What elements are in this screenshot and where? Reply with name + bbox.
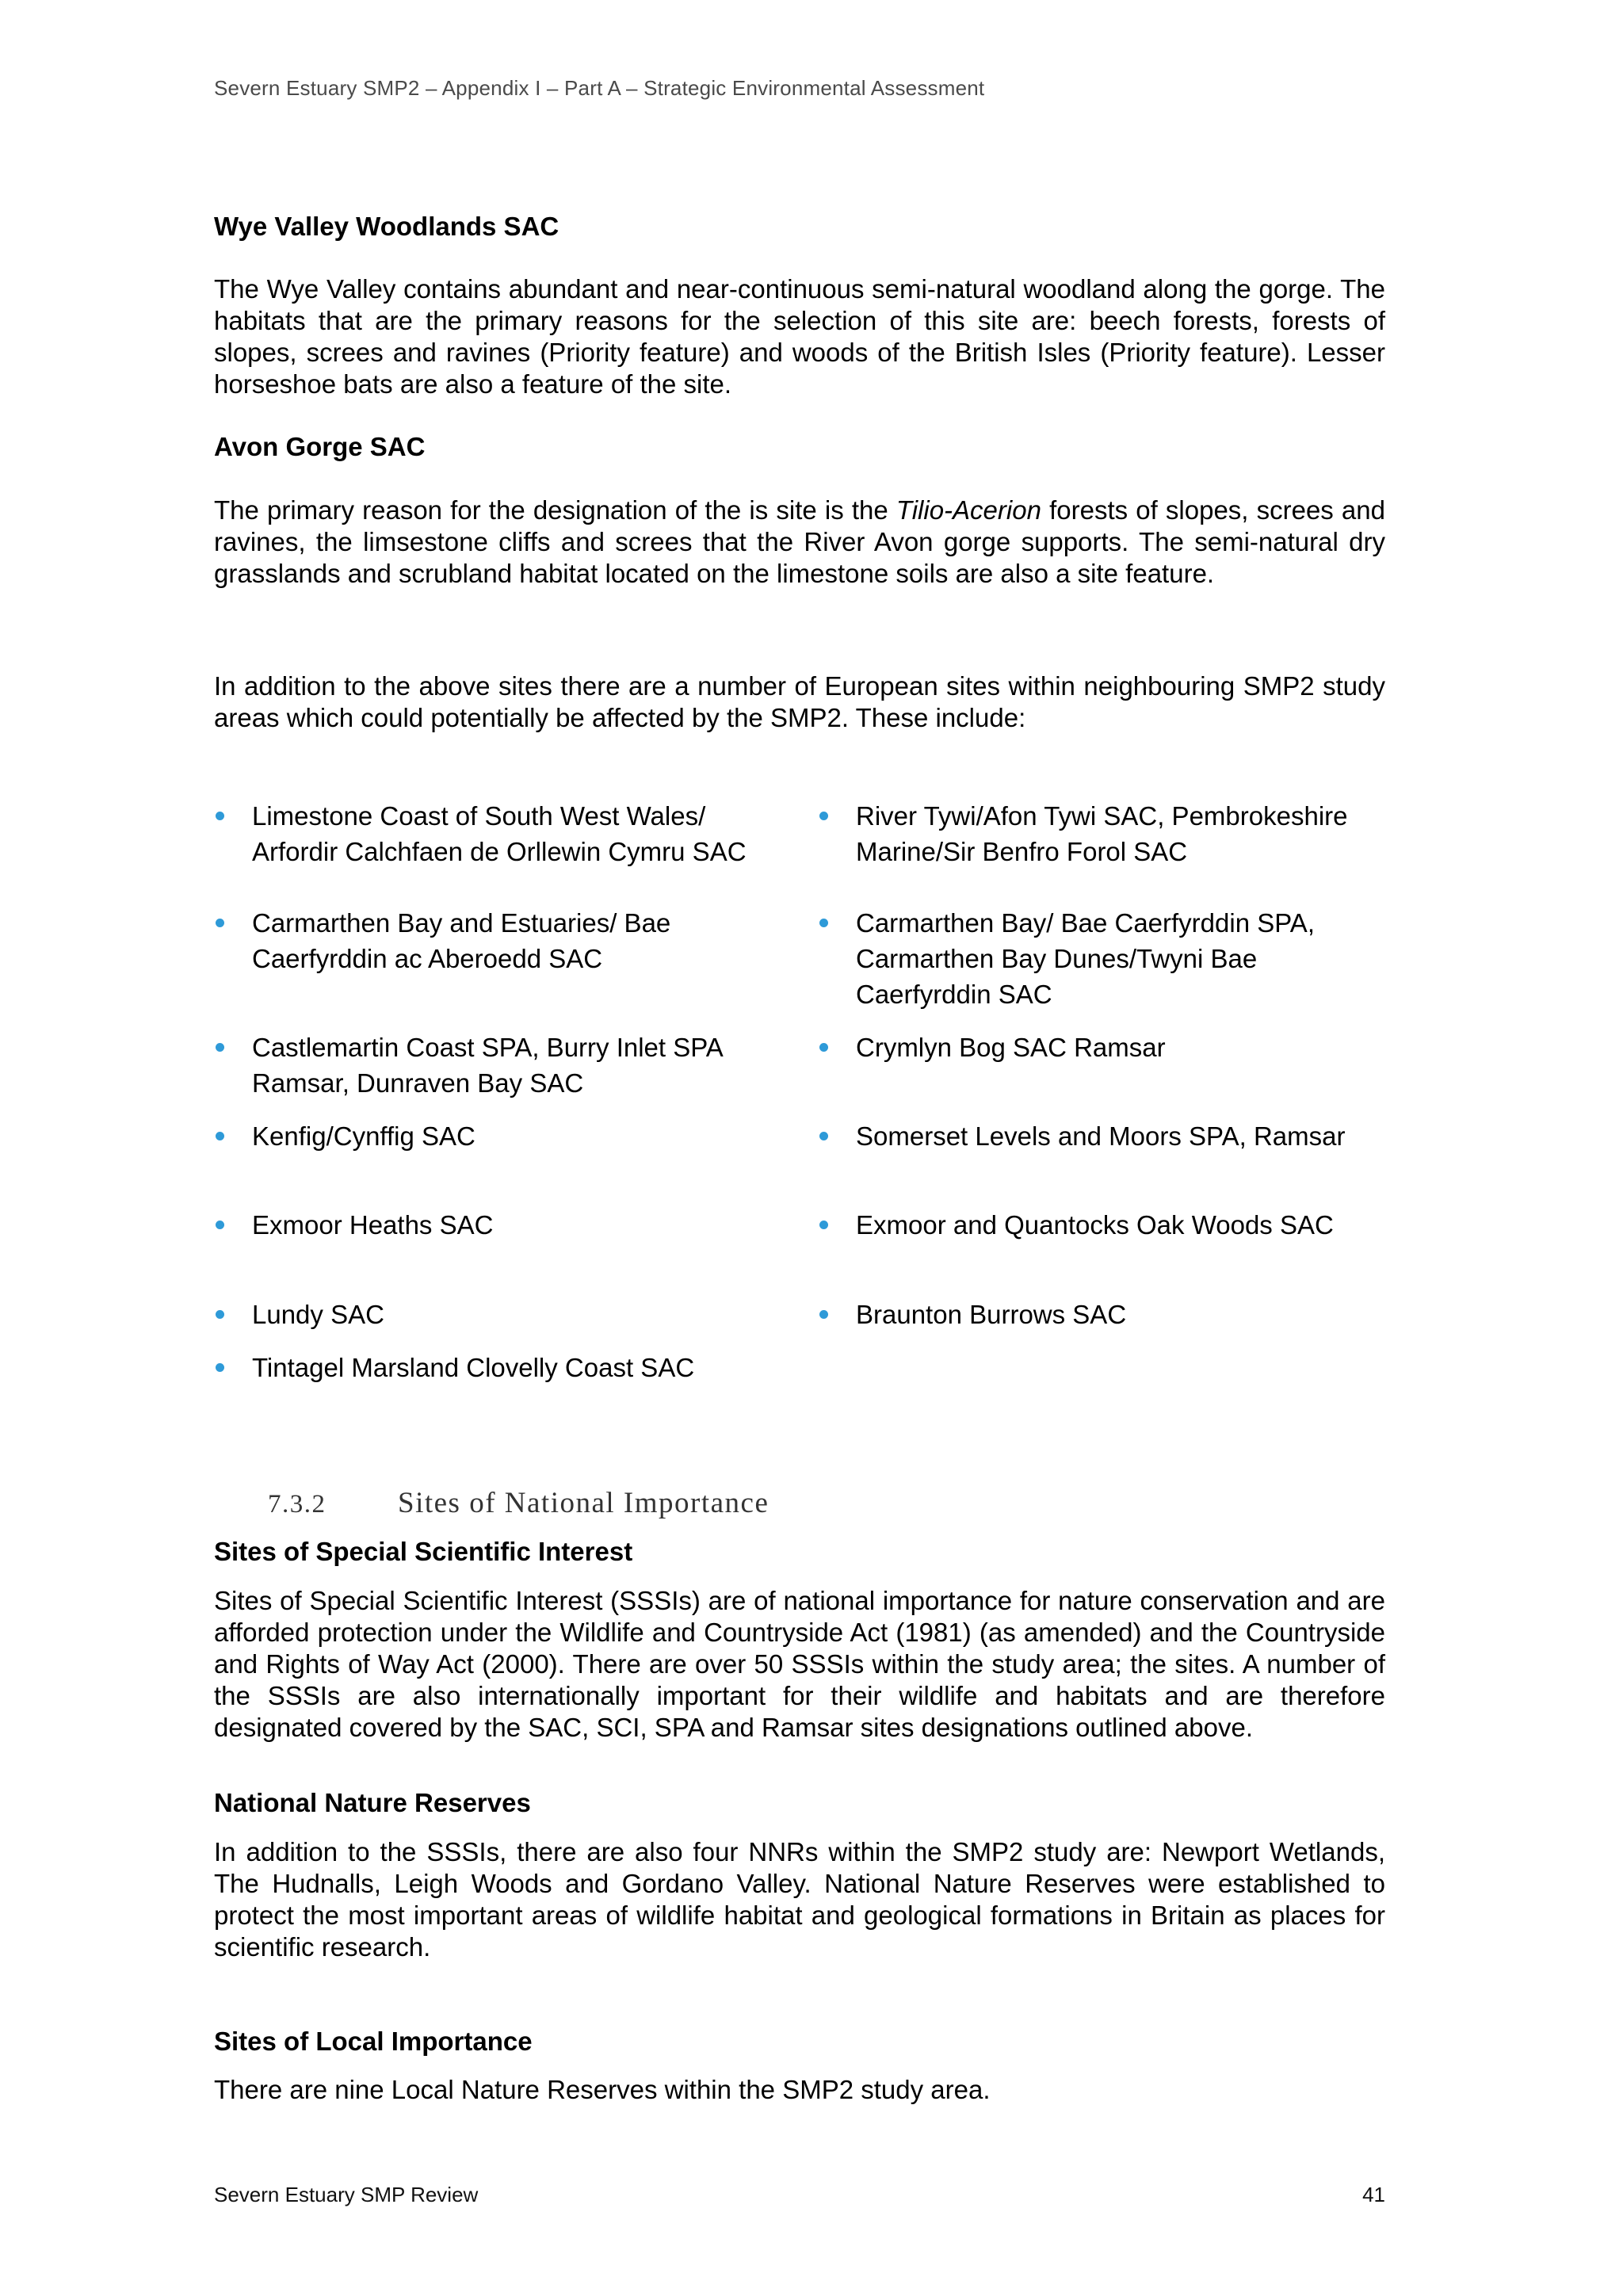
bullet-icon <box>819 1132 828 1140</box>
site-name: Tintagel Marsland Clovelly Coast SAC <box>252 1353 695 1382</box>
bullet-icon <box>216 812 224 820</box>
wye-valley-heading: Wye Valley Woodlands SAC <box>214 212 559 241</box>
bullet-icon <box>819 919 828 927</box>
bullet-icon <box>216 1043 224 1052</box>
bullet-icon <box>819 1310 828 1319</box>
neighbouring-sites-intro: In addition to the above sites there are a number of European sites within neighbouring SMP2 study areas which could potentially be affected by the SMP2. These include: <box>214 671 1385 732</box>
site-name: Somerset Levels and Moors SPA, Ramsar <box>856 1121 1346 1151</box>
site-name: Kenfig/Cynffig SAC <box>252 1121 475 1151</box>
list-item <box>818 1030 1385 1118</box>
list-item <box>818 798 1385 905</box>
list-item <box>214 905 785 1030</box>
footer-title: Severn Estuary SMP Review <box>214 2183 479 2206</box>
list-item <box>818 1297 1385 1350</box>
bullet-icon <box>216 1132 224 1140</box>
site-name: Castlemartin Coast SPA, Burry Inlet SPA Ramsar, Dunraven Bay SAC <box>252 1033 723 1098</box>
bullet-icon <box>216 1310 224 1319</box>
list-item <box>214 1297 785 1350</box>
nnr-body: In addition to the SSSIs, there are also four NNRs within the SMP2 study are: Newport Wetlands, The Hudnalls, Leigh Woods and Gordano Valley. National Nature Reserves were established to protect the most important areas of wildlife habitat and geological formations in Britain as places for scientific research. <box>214 1837 1385 1962</box>
list-item <box>214 1030 785 1118</box>
site-name: Crymlyn Bog SAC Ramsar <box>856 1033 1166 1062</box>
list-item <box>818 1207 1385 1297</box>
site-name: Lundy SAC <box>252 1300 384 1329</box>
list-item <box>818 1118 1385 1207</box>
list-item <box>818 905 1385 1030</box>
local-importance-body: There are nine Local Nature Reserves within the SMP2 study area. <box>214 2075 991 2104</box>
site-name: Braunton Burrows SAC <box>856 1300 1127 1329</box>
sssi-heading: Sites of Special Scientific Interest <box>214 1537 633 1566</box>
site-name: Carmarthen Bay and Estuaries/ Bae Caerfyrddin ac Aberoedd SAC <box>252 908 671 973</box>
site-name: Limestone Coast of South West Wales/ Arfordir Calchfaen de Orllewin Cymru SAC <box>252 801 747 866</box>
bullet-icon <box>216 919 224 927</box>
subsection-title: Sites of National Importance <box>398 1487 769 1519</box>
site-name: River Tywi/Afon Tywi SAC, Pembrokeshire Marine/Sir Benfro Forol SAC <box>856 801 1348 866</box>
list-item <box>214 1118 785 1207</box>
avon-gorge-body <box>214 495 1385 590</box>
nnr-heading: National Nature Reserves <box>214 1788 531 1817</box>
avon-body-species: Tilio-Acerion <box>896 495 1041 525</box>
sites-list-right <box>818 798 1385 1350</box>
avon-gorge-heading: Avon Gorge SAC <box>214 432 426 461</box>
avon-body-start: The primary reason for the designation of the is site is the <box>214 495 896 525</box>
site-name: Exmoor and Quantocks Oak Woods SAC <box>856 1210 1334 1240</box>
bullet-icon <box>216 1363 224 1372</box>
bullet-icon <box>819 1043 828 1052</box>
list-item <box>214 1207 785 1297</box>
page-header: Severn Estuary SMP2 – Appendix I – Part A – Strategic Environmental Assessment <box>214 76 985 100</box>
page-number: 41 <box>1362 2183 1385 2206</box>
bullet-icon <box>819 812 828 820</box>
sites-list-left <box>214 798 785 1385</box>
site-name: Exmoor Heaths SAC <box>252 1210 494 1240</box>
subsection-heading <box>268 1486 769 1526</box>
local-importance-heading: Sites of Local Importance <box>214 2027 533 2056</box>
wye-valley-body: The Wye Valley contains abundant and near-continuous semi-natural woodland along the gorge. The habitats that are the primary reasons for the selection of this site are: beech forests, forests of slopes, screes and ravines (Priority feature) and woods of the British Isles (Priority feature). Lesser horseshoe bats are also a feature of the site. <box>214 274 1385 399</box>
list-item <box>214 1350 785 1385</box>
bullet-icon <box>819 1221 828 1229</box>
bullet-icon <box>216 1221 224 1229</box>
avon-body-end: forests of slopes, screes and ravines, the limsestone cliffs and screes that the River Avon gorge supports. The semi-natural dry grasslands and scrubland habitat located on the limestone soils are also a site feature. <box>214 495 1385 588</box>
list-item <box>214 798 785 905</box>
site-name: Carmarthen Bay/ Bae Caerfyrddin SPA, Carmarthen Bay Dunes/Twyni Bae Caerfyrddin SAC <box>856 908 1315 1009</box>
sssi-body: Sites of Special Scientific Interest (SSSIs) are of national importance for nature conservation and are afforded protection under the Wildlife and Countryside Act (1981) (as amended) and the Countryside and Rights of Way Act (2000). There are over 50 SSSIs within the study area; the sites. A number of the SSSIs are also internationally important for their wildlife and habitats and are therefore designated covered by the SAC, SCI, SPA and Ramsar sites designations outlined above. <box>214 1586 1385 1742</box>
subsection-number: 7.3.2 <box>268 1490 327 1519</box>
